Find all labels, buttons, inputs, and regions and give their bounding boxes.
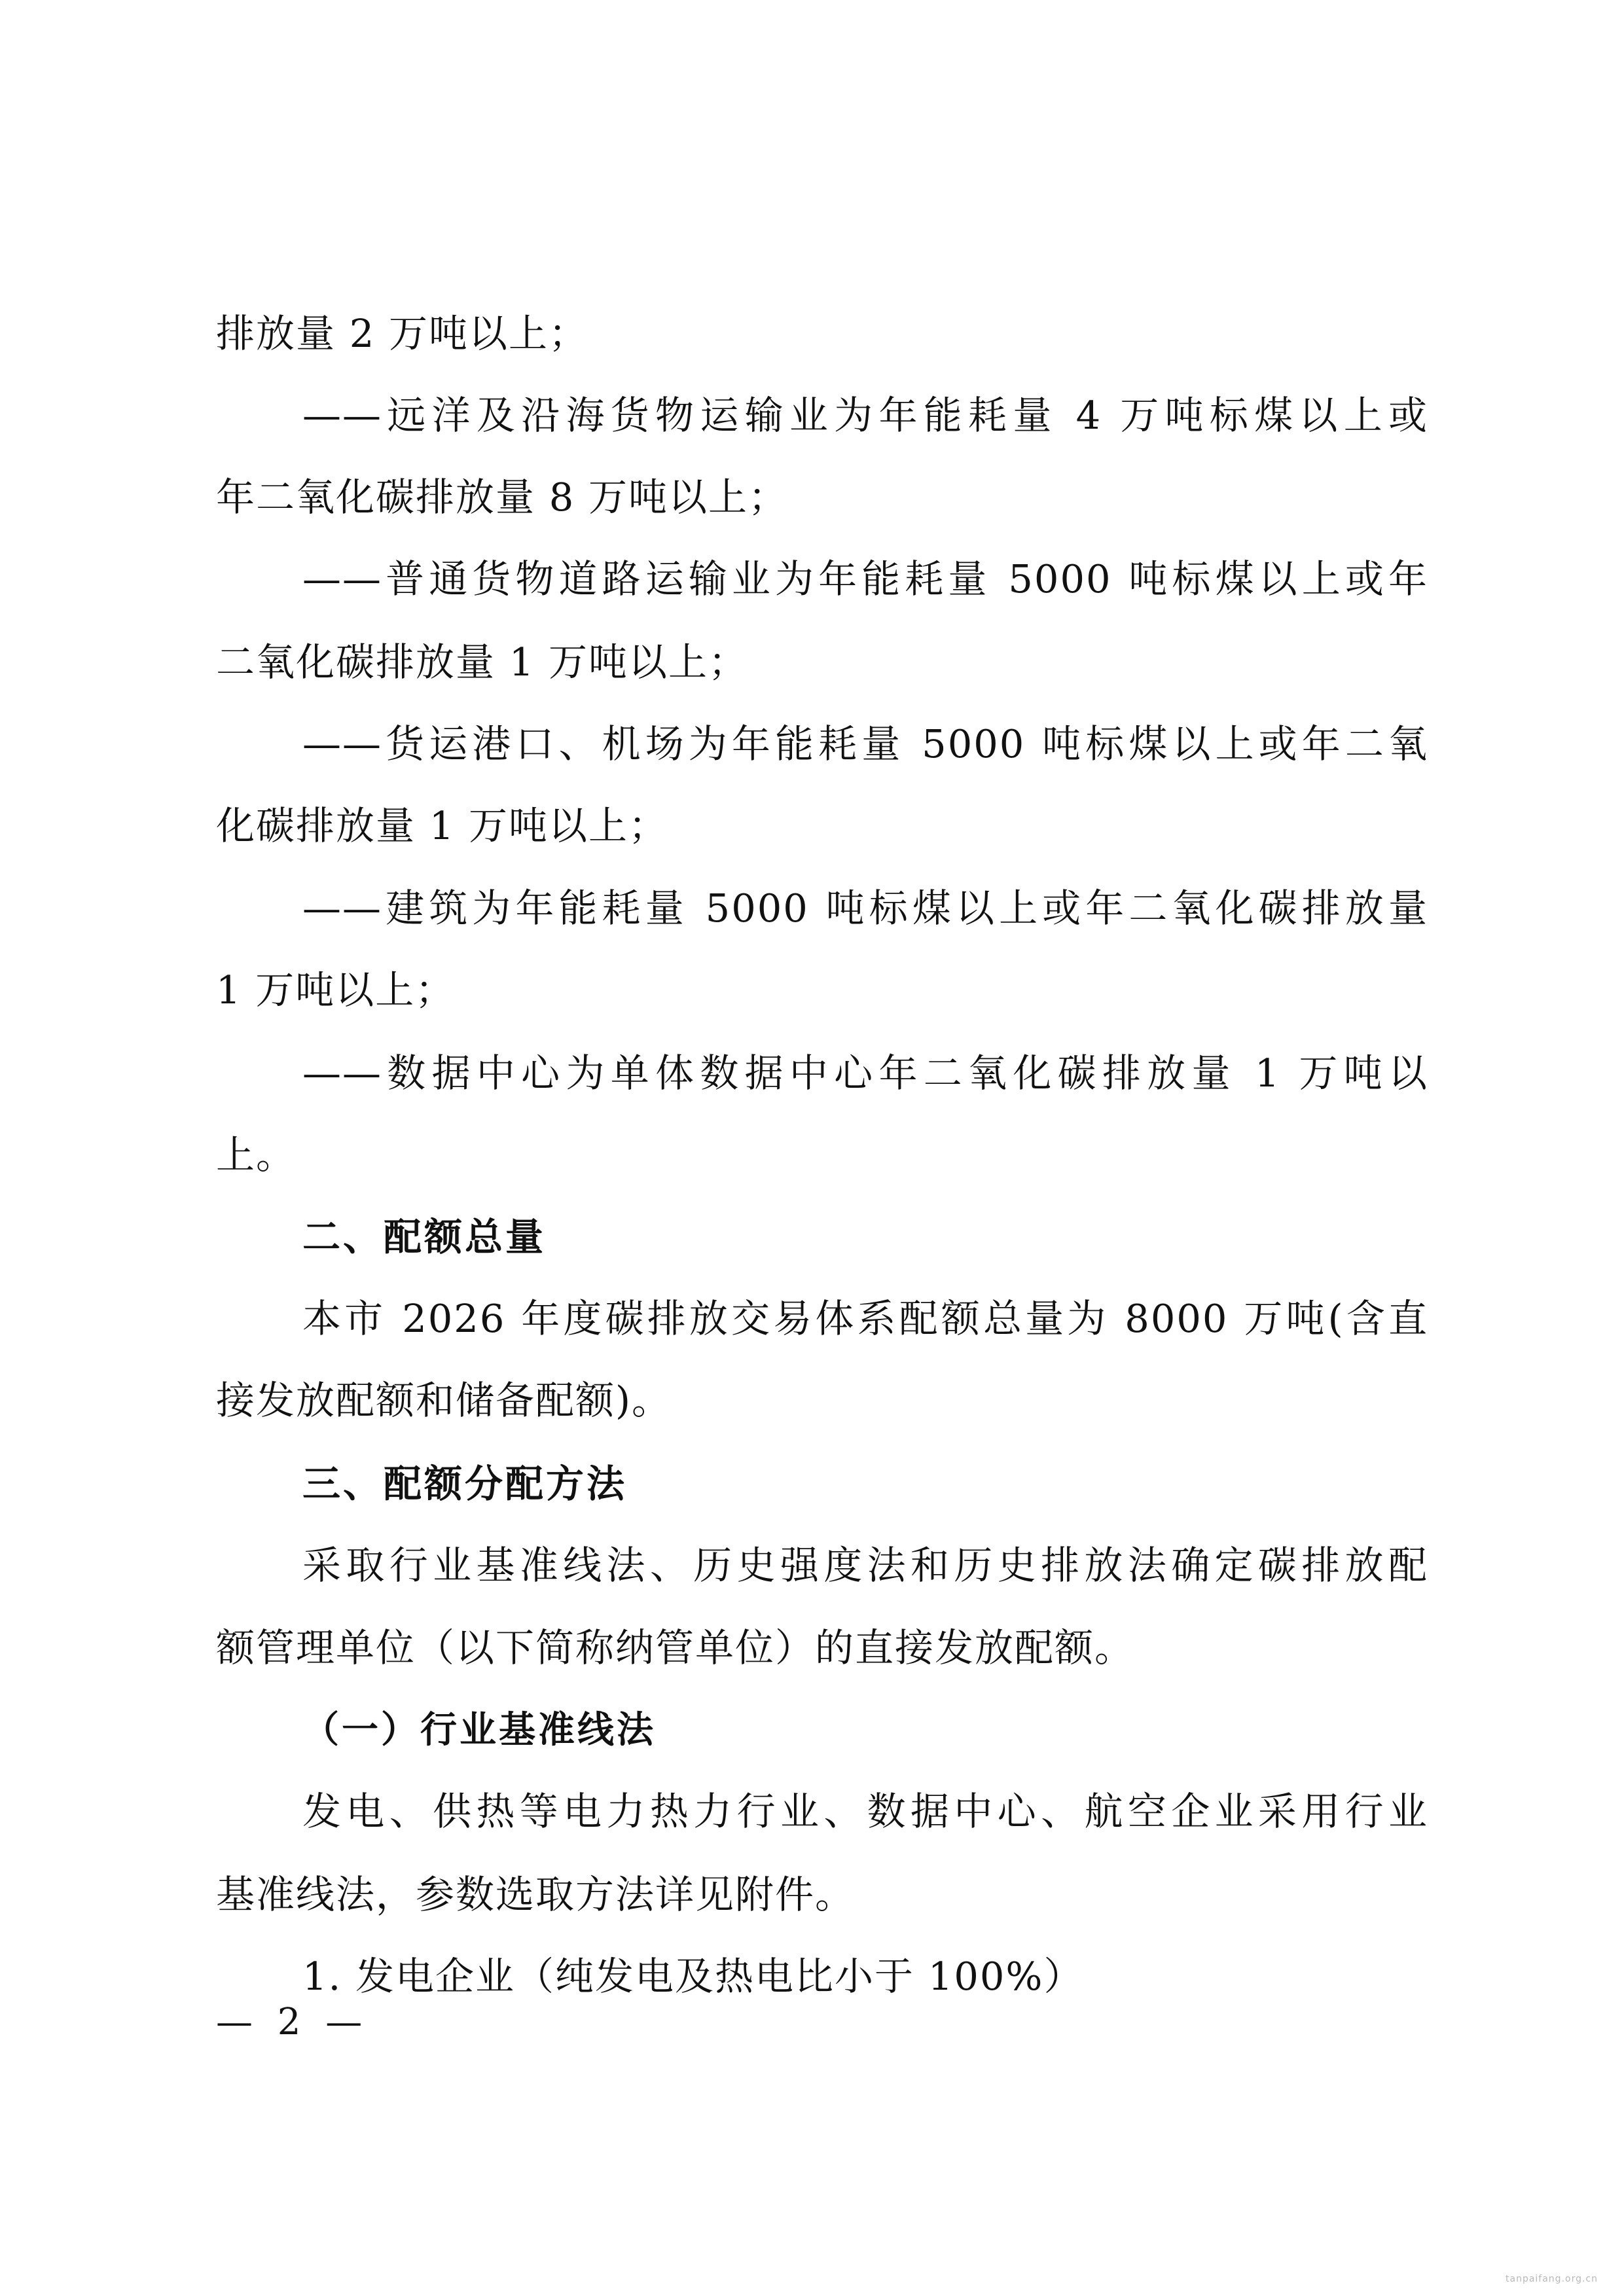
text-line: 发电、供热等电力热力行业、数据中心、航空企业采用行业 [302, 1789, 1428, 1834]
text-line: ——远洋及沿海货物运输业为年能耗量 4 万吨标煤以上或 [302, 393, 1428, 438]
text-line: 排放量 2 万吨以上； [216, 311, 589, 356]
text-line: 本市 2026 年度碳排放交易体系配额总量为 8000 万吨(含直 [302, 1296, 1428, 1341]
text-line: 二氧化碳排放量 1 万吨以上； [216, 639, 749, 685]
section-heading: 三、配额分配方法 [302, 1462, 628, 1506]
text-line: 年二氧化碳排放量 8 万吨以上； [216, 475, 789, 520]
text-line: ——建筑为年能耗量 5000 吨标煤以上或年二氧化碳排放量 [302, 886, 1428, 931]
text-line: 1 万吨以上； [216, 967, 456, 1013]
text-line: 额管理单位（以下简称纳管单位）的直接发放配额。 [216, 1625, 1135, 1670]
page-number: — 2 — [216, 2001, 369, 2043]
text-line: 接发放配额和储备配额)。 [216, 1378, 672, 1423]
text-line: ——普通货物道路运输业为年能耗量 5000 吨标煤以上或年 [302, 556, 1428, 601]
watermark: tanpaifang.org.cn [1506, 2274, 1598, 2284]
subsection-heading: （一）行业基准线法 [302, 1708, 656, 1751]
text-line: 化碳排放量 1 万吨以上； [216, 803, 669, 848]
text-line: 采取行业基准线法、历史强度法和历史排放法确定碳排放配 [302, 1543, 1428, 1588]
text-line: ——数据中心为单体数据中心年二氧化碳排放量 1 万吨以 [302, 1050, 1428, 1096]
text-line: 1. 发电企业（纯发电及热电比小于 100%） [302, 1954, 1084, 1999]
section-heading: 二、配额总量 [302, 1215, 547, 1259]
text-line: ——货运港口、机场为年能耗量 5000 吨标煤以上或年二氧 [302, 721, 1428, 766]
text-line: 上。 [216, 1132, 297, 1177]
text-line: 基准线法，参数选取方法详见附件。 [216, 1872, 856, 1917]
